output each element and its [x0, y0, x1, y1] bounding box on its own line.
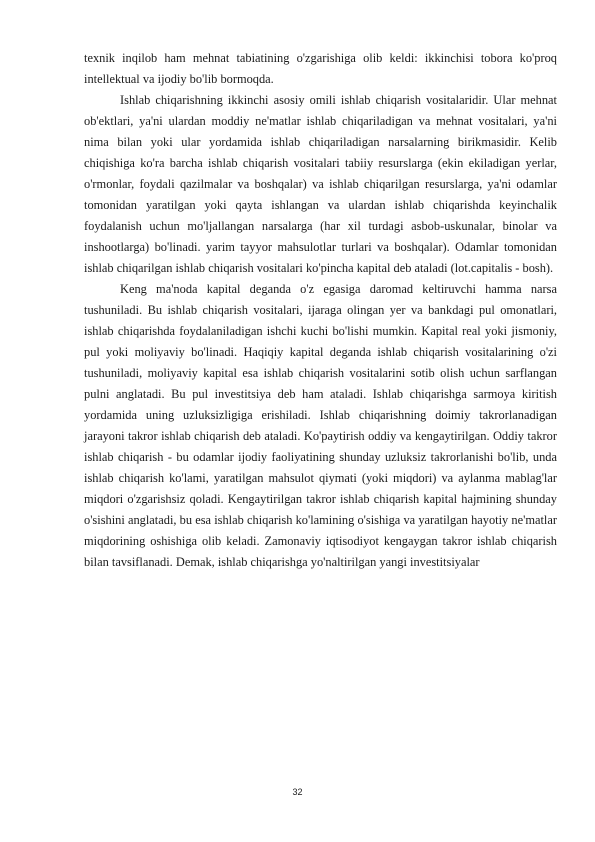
- page-number: 32: [292, 787, 303, 797]
- paragraph-capital: Keng ma'noda kapital deganda o'z egasiga daromad keltiruvchi hamma narsa tushuniladi. Bu ishlab chiqarish vositalari, ijaraga olingan yer va bankdagi pul omonatlari, ishlab chiqarishda foydalaniladigan ishchi kuchi bo'lishi mumkin. Kapital real yoki jismoniy, pul yoki moliyaviy bo'linadi. Haqiqiy kapital deganda ishlab chiqarish vositalarining o'zi tushuniladi, moliyaviy kapital esa ishlab chiqarish vositalarini sotib olish uchun sarflangan pulni anglatadi. Bu pul investitsiya deb ham ataladi. Ishlab chiqarishga sarmoya kiritish yordamida uning uzluksizligiga erishiladi. Ishlab chiqarishning doimiy takrorlanadigan jarayoni takror ishlab chiqarish deb ataladi. Ko'paytirish oddiy va kengaytirilgan. Oddiy takror ishlab chiqarish - bu odamlar ijodiy faoliyatining shunday uzluksiz takrorlanishi bo'lib, unda ishlab chiqarish ko'lami, yaratilgan mahsulot qiymati (yoki miqdori) va aylanma mablag'lar miqdori o'zgarishsiz qoladi. Kengaytirilgan takror ishlab chiqarish kapital hajmining shunday o'sishini anglatadi, bu esa ishlab chiqarish ko'lamining o'sishiga va yaratilgan hayotiy ne'matlar miqdorining oshishiga olib keladi. Zamonaviy iqtisodiyot kengaygan takror ishlab chiqarish bilan tavsiflanadi. Demak, ishlab chiqarishga yo'naltirilgan yangi investitsiyalar: [84, 282, 557, 569]
- page-body: [84, 48, 557, 573]
- paragraph-continuation: texnik inqilob ham mehnat tabiatining o'zgarishiga olib keldi: ikkinchisi tobora ko'proq intellektual va ijodiy bo'lib bormoqda.: [84, 51, 557, 86]
- paragraph-means-of-production: Ishlab chiqarishning ikkinchi asosiy omili ishlab chiqarish vositalaridir. Ular mehnat ob'ektlari, ya'ni ulardan moddiy ne'matlar ishlab chiqariladigan va mehnat vositalari, ya'ni nima bilan yoki ular yordamida ishlab chiqariladigan narsalarning birikmasidir. Kelib chiqishiga ko'ra barcha ishlab chiqarish vositalari tabiiy resurslarga (ekin ekiladigan yerlar, o'rmonlar, foydali qazilmalar va boshqalar) va ishlab chiqarilgan resurslarga, ya'ni odamlar tomonidan yaratilgan yoki qayta ishlangan va ulardan ishlab chiqarishda keyinchalik foydalanish uchun mo'ljallangan narsalarga (har xil turdagi asbob-uskunalar, binolar va inshootlarga) bo'linadi. yarim tayyor mahsulotlar turlari va boshqalar). Odamlar tomonidan ishlab chiqarilgan ishlab chiqarish vositalari ko'pincha kapital deb ataladi (lot.capitalis - bosh).: [84, 93, 557, 275]
